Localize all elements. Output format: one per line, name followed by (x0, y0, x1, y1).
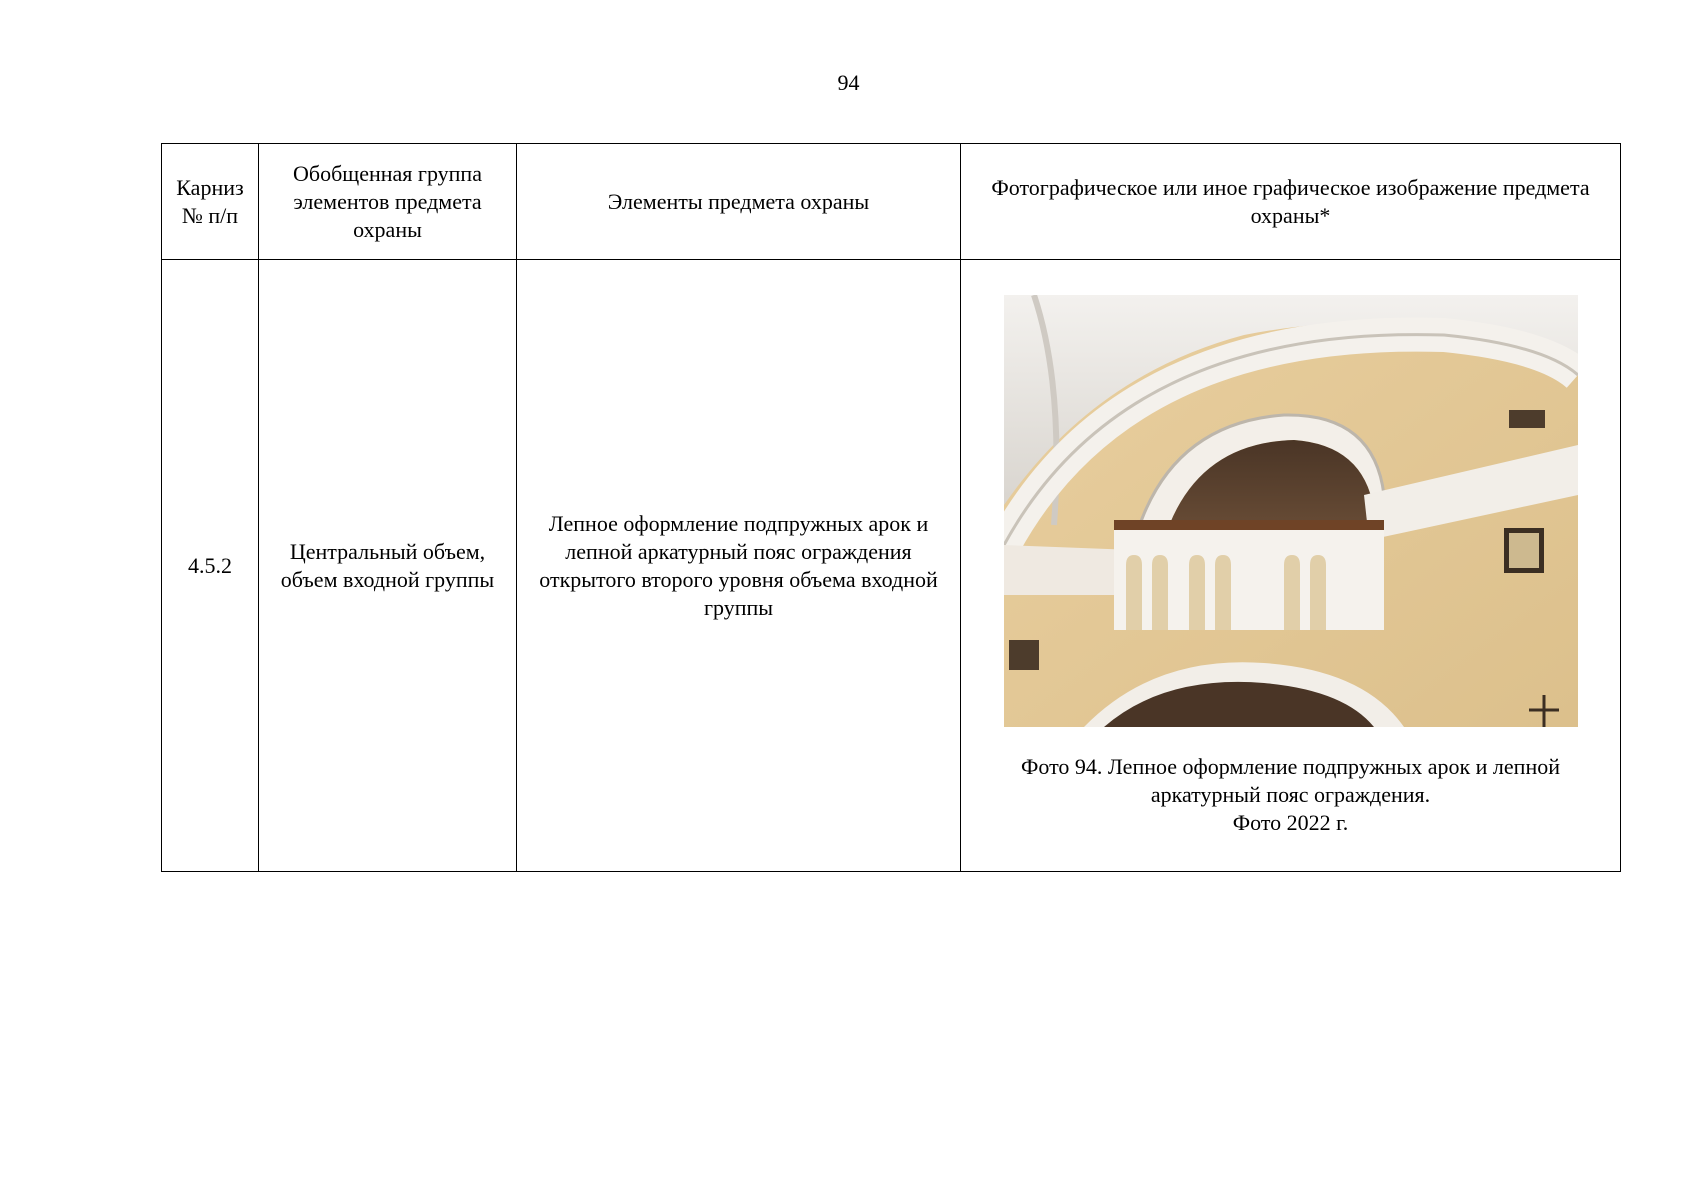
caption-line-1: Фото 94. Лепное оформление подпружных арок и лепной (1021, 753, 1560, 779)
arch-photo (1004, 295, 1578, 727)
caption-line-2: аркатурный пояс ограждения. (1150, 781, 1431, 807)
photo-caption (961, 753, 1620, 837)
protection-table (161, 143, 1621, 872)
row-elements: Лепное оформление подпружных арок и лепной аркатурный пояс ограждения открытого второго уровня объема входной группы (517, 260, 961, 872)
header-photo: Фотографическое или иное графическое изображение предмета охраны* (961, 144, 1621, 260)
header-number: Карниз № п/п (162, 144, 259, 260)
row-photo-cell (961, 260, 1621, 872)
caption-line-3: Фото 2022 г. (1232, 809, 1349, 835)
header-group: Обобщенная группа элементов предмета охраны (259, 144, 517, 260)
header-elements: Элементы предмета охраны (517, 144, 961, 260)
row-number: 4.5.2 (162, 260, 259, 872)
table-row (162, 260, 1621, 872)
page-number: 94 (837, 70, 860, 95)
row-group: Центральный объем, объем входной группы (259, 260, 517, 872)
table-header-row (162, 144, 1621, 260)
